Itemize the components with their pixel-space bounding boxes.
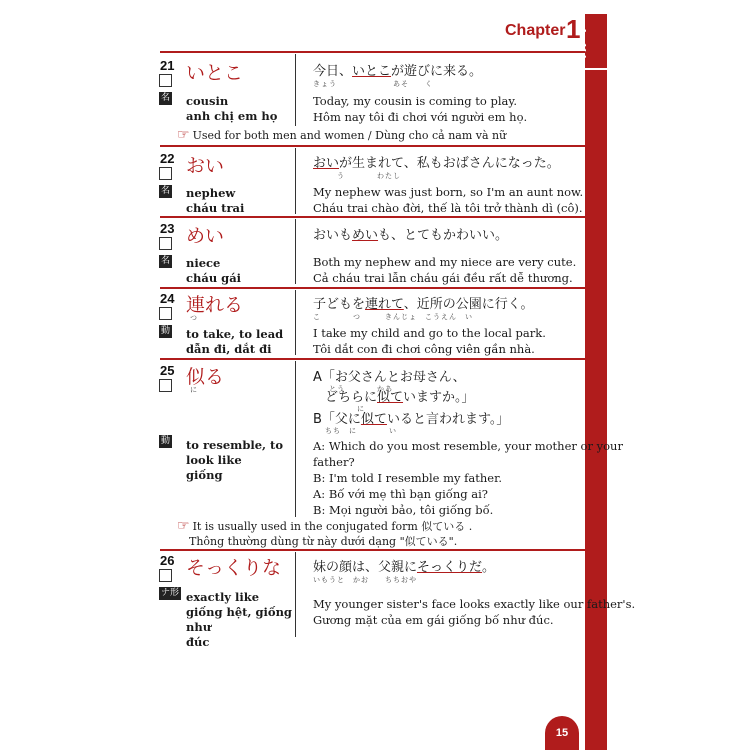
example-furigana: こ つ きんじょ こうえん い xyxy=(313,313,473,321)
example-jp: おいもめいも、とてもかわいい。 xyxy=(313,228,509,243)
entry-number: 22 xyxy=(160,151,175,166)
page-number: 15 xyxy=(545,716,579,750)
example-jp: 子どもを連れて、近所の公園に行く。 xyxy=(313,297,534,312)
vocab-word: 連れる xyxy=(186,294,244,316)
top-rule xyxy=(160,51,585,53)
pos-badge: 名 xyxy=(160,93,170,103)
side-bar xyxy=(585,70,607,750)
usage-note: ☞ Used for both men and women / Dùng cho cả nam và nữ xyxy=(177,127,507,143)
example-jp: 今日、いとこが遊びに来る。 xyxy=(313,64,483,79)
vocab-word: めい xyxy=(186,225,225,247)
chapter-range-tab xyxy=(576,14,607,68)
chapter-range: 1 - 114 xyxy=(576,28,587,59)
dialog-b-furigana: ちち に い xyxy=(325,427,397,435)
example-translation: My nephew was just born, so I'm an aunt now. Cháu trai chào đời, thế là tôi trở thành dì (cô). xyxy=(313,185,584,215)
divider xyxy=(160,216,585,218)
column-divider xyxy=(295,219,296,284)
meaning-vi: anh chị em họ xyxy=(186,109,278,123)
meaning: to resemble, to look like giống xyxy=(186,438,284,482)
example-translation: I take my child and go to the local park. Tôi dắt con đi chơi công viên gần nhà. xyxy=(313,326,546,356)
column-divider xyxy=(295,148,296,214)
dialog-a-line2: どちらに似ていますか。」 xyxy=(325,390,475,405)
example-furigana: いもうと かお ちちおや xyxy=(313,576,417,584)
checkbox[interactable] xyxy=(159,569,172,582)
meaning: exactly like giống hệt, giống như đúc xyxy=(186,590,292,649)
pos-badge: 名 xyxy=(160,256,170,266)
word-furigana: つ xyxy=(190,314,197,322)
divider xyxy=(160,358,585,360)
checkbox[interactable] xyxy=(159,167,172,180)
dialog-b: B「父に似ていると言われます。」 xyxy=(313,412,510,427)
pos-badge: 動 xyxy=(160,326,170,336)
column-divider xyxy=(295,552,296,637)
example-translation: My younger sister's face looks exactly like our father's. Gương mặt của em gái giống bố như đúc. xyxy=(313,597,636,627)
meaning: nephew cháu trai xyxy=(186,186,245,215)
column-divider xyxy=(295,290,296,355)
meaning: to take, to lead dẫn đi, dắt đi xyxy=(186,327,284,356)
entry-number: 21 xyxy=(160,58,175,73)
column-divider xyxy=(295,361,296,517)
dialog-a-line1: A「お父さんとお母さん、 xyxy=(313,370,466,385)
word-furigana: に xyxy=(190,386,197,394)
usage-note: ☞ It is usually used in the conjugated form 似ている . Thông thường dùng từ này dưới dạng "似ている". xyxy=(177,518,473,548)
dialog-a2-furigana: に xyxy=(325,405,365,413)
example-translation: A: Which do you most resemble, your mother or your father? B: I'm told I resemble my father. A: Bố với mẹ thì bạn giống ai? B: Mọi người bảo, tôi giống bố. xyxy=(313,439,623,517)
meaning: niece cháu gái xyxy=(186,256,242,285)
pos-badge: 動 xyxy=(160,436,170,446)
example-translation: Both my nephew and my niece are very cute. Cả cháu trai lẫn cháu gái đều rất dễ thương. xyxy=(313,255,577,285)
chapter-number: 1 xyxy=(566,14,581,44)
entry-number: 26 xyxy=(160,553,175,568)
meaning-en: cousin xyxy=(186,94,229,108)
example-jp: 妹の顔は、父親にそっくりだ。 xyxy=(313,560,496,575)
divider xyxy=(160,145,585,147)
example-translation: Today, my cousin is coming to play. Hôm nay tôi đi chơi với người em họ. xyxy=(313,94,528,124)
column-divider xyxy=(295,54,296,126)
meaning xyxy=(186,94,277,124)
checkbox[interactable] xyxy=(159,379,172,392)
vocab-word: 似る xyxy=(186,366,225,388)
vocab-word: おい xyxy=(186,155,225,177)
divider xyxy=(160,287,585,289)
checkbox[interactable] xyxy=(159,307,172,320)
entry-number: 25 xyxy=(160,363,175,378)
vocab-word: いとこ xyxy=(186,62,244,84)
example-furigana: きょう あそ く xyxy=(313,80,433,88)
divider xyxy=(160,549,585,551)
checkbox[interactable] xyxy=(159,237,172,250)
checkbox[interactable] xyxy=(159,74,172,87)
pos-badge: 名 xyxy=(160,186,170,196)
pointing-hand-icon: ☞ xyxy=(177,127,190,143)
dialog-a-furigana: とう かあ xyxy=(313,385,393,393)
entry-number: 24 xyxy=(160,291,175,306)
pos-badge: ナ形 xyxy=(160,588,179,598)
pointing-hand-icon: ☞ xyxy=(177,518,190,534)
example-jp: おいが生まれて、私もおばさんになった。 xyxy=(313,156,560,171)
chapter-label: Chapter xyxy=(505,22,566,39)
entry-number: 23 xyxy=(160,221,175,236)
example-furigana: う わたし xyxy=(313,172,401,180)
vocab-word: そっくりな xyxy=(186,557,282,579)
